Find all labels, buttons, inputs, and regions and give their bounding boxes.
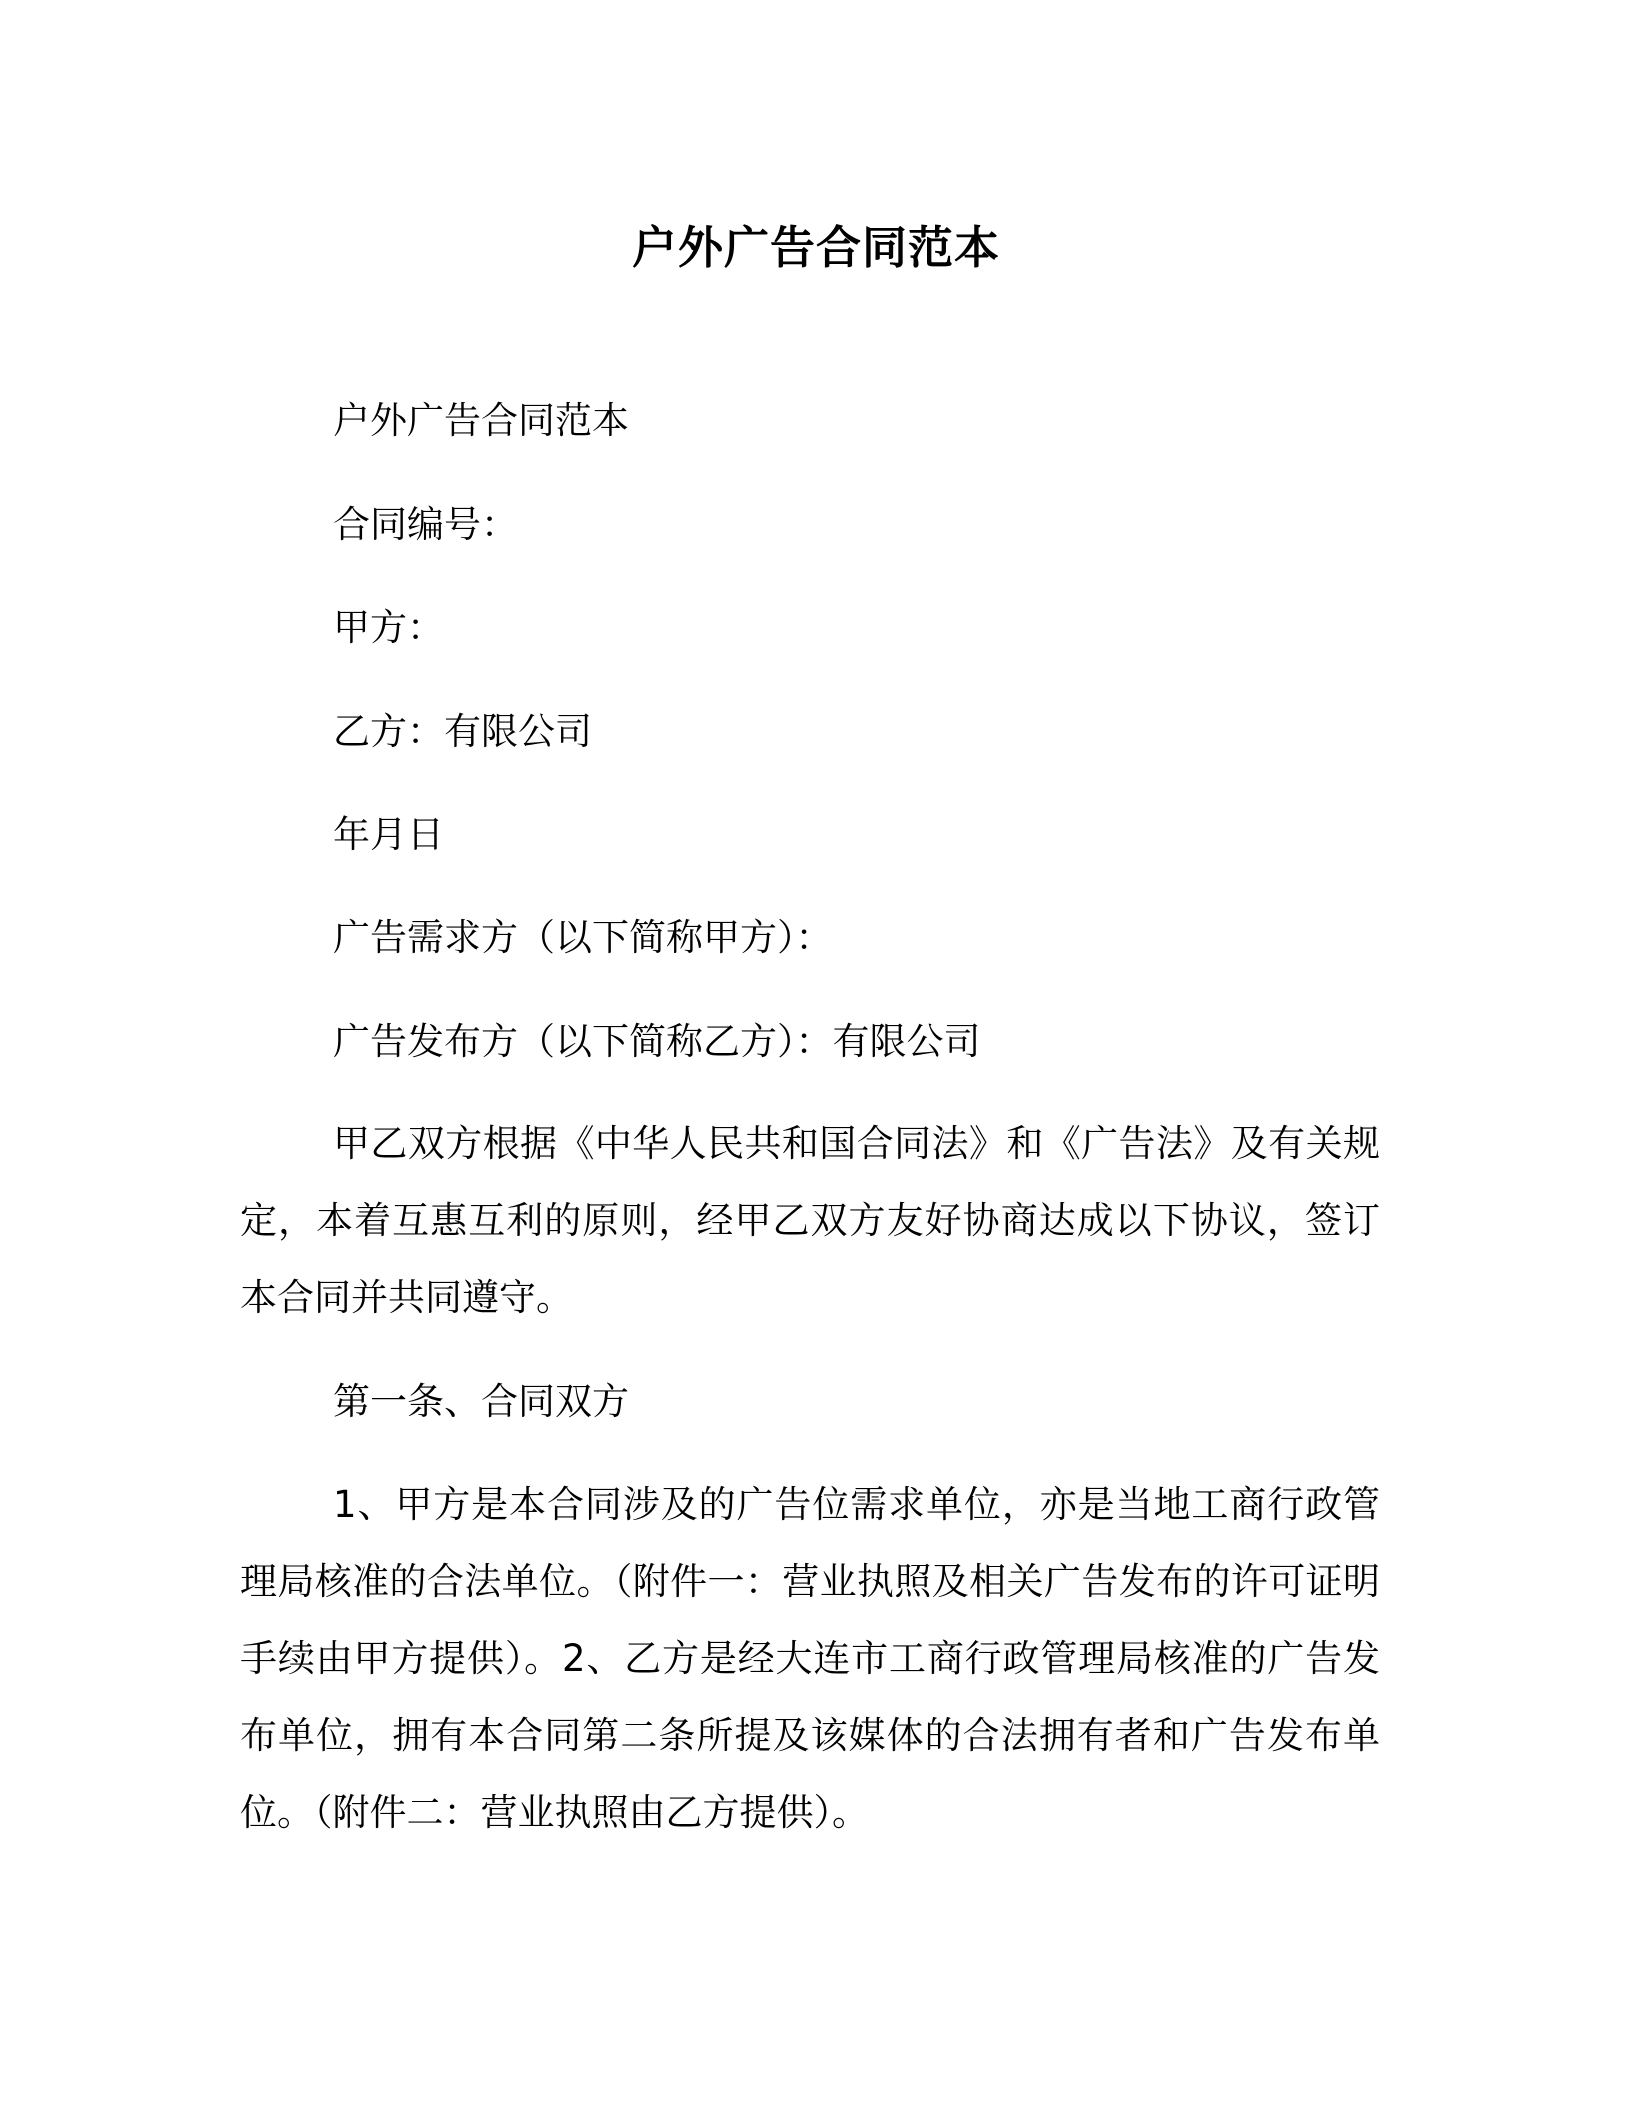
preamble-paragraph: 甲乙双方根据《中华人民共和国合同法》和《广告法》及有关规定，本着互惠互利的原则，经甲乙双方友好协商达成以下协议，签订本合同并共同遵守。 — [240, 1122, 1380, 1319]
ad-demander-line: 广告需求方（以下简称甲方）： — [333, 916, 833, 959]
article-1-body: 1、甲方是本合同涉及的广告位需求单位，亦是当地工商行政管理局核准的合法单位。（附件一：营业执照及相关广告发布的许可证明手续由甲方提供）。2、乙方是经大连市工商行政管理局核准的广告发布单位，拥有本合同第二条所提及该媒体的合法拥有者和广告发布单位。（附件二：营业执照由乙方提供）。 — [240, 1483, 1380, 1834]
date-line: 年月日 — [333, 813, 444, 856]
party-b-line: 乙方：有限公司 — [333, 710, 592, 753]
article-1-heading: 第一条、合同双方 — [333, 1380, 629, 1423]
ad-publisher-line: 广告发布方（以下简称乙方）：有限公司 — [333, 1020, 981, 1063]
party-a-line: 甲方： — [333, 606, 444, 649]
document-title: 户外广告合同范本 — [631, 221, 1000, 274]
contract-number-line: 合同编号： — [333, 503, 518, 546]
subtitle-line: 户外广告合同范本 — [333, 399, 629, 442]
